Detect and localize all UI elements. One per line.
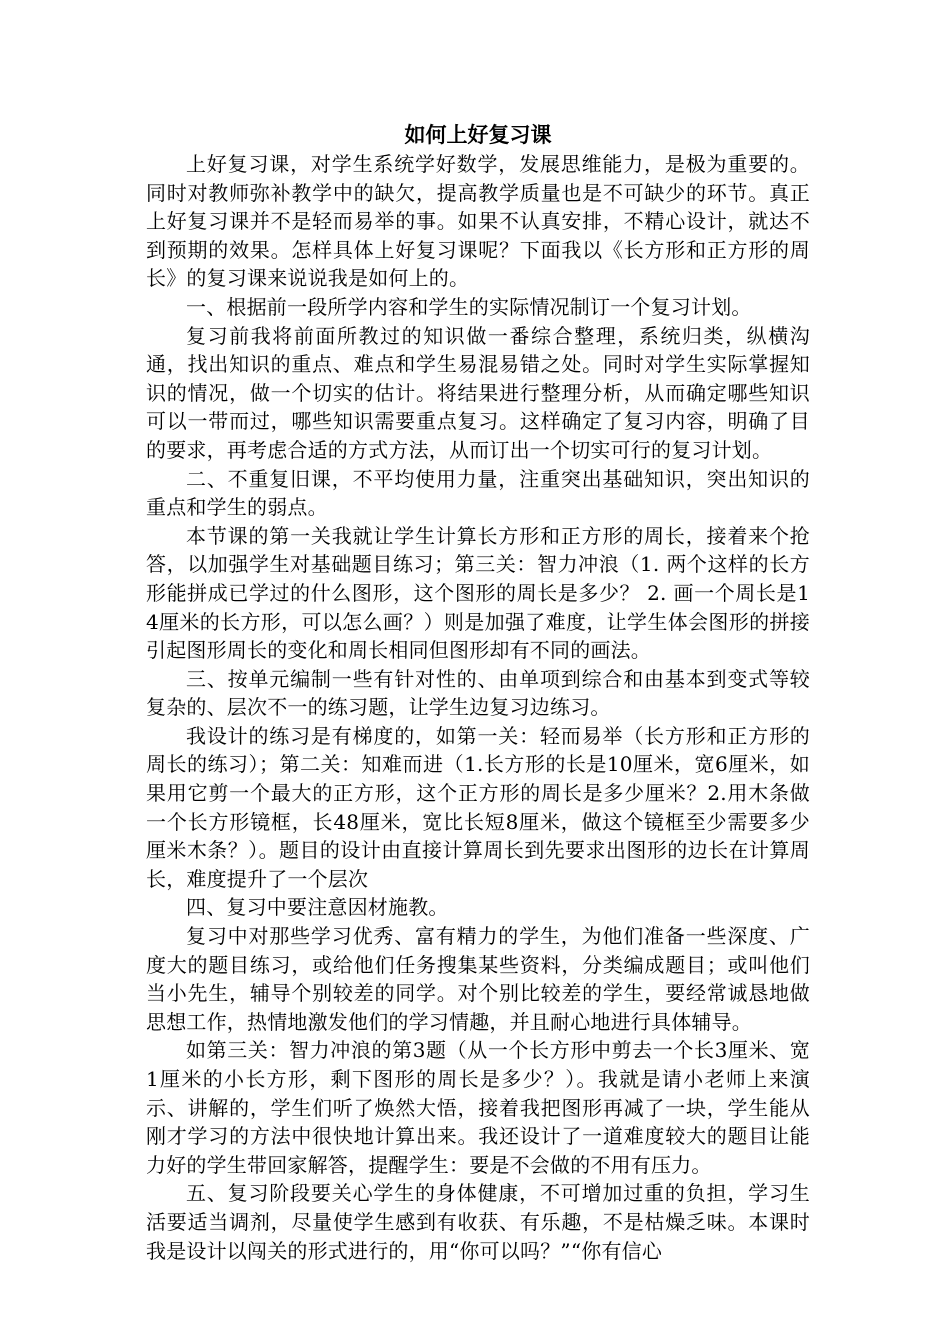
paragraph-intro: 上好复习课，对学生系统学好数学，发展思维能力，是极为重要的。同时对教师弥补教学中的缺欠，提高教学质量也是不可缺少的环节。真正上好复习课并不是轻而易举的事。如果不认真安排，不精心设计，就达不到预期的效果。怎样具体上好复习课呢？下面我以《长方形和正方形的周长》的复习课来说说我是如何上的。 <box>146 152 810 291</box>
paragraph-heading-3: 三、按单元编制一些有针对性的、由单项到综合和由基本到变式等较复杂的、层次不一的练习题，让学生边复习边练习。 <box>146 666 810 720</box>
paragraph-heading-5: 五、复习阶段要关心学生的身体健康，不可增加过重的负担，学习生活要适当调剂，尽量使学生感到有收获、有乐趣，不是枯燥乏味。本课时我是设计以闯关的形式进行的，用“你可以吗？”“你有信心 <box>146 1181 810 1263</box>
paragraph-body-1: 复习前我将前面所教过的知识做一番综合整理，系统归类，纵横沟通，找出知识的重点、难点和学生易混易错之处。同时对学生实际掌握知识的情况，做一个切实的估计。将结果进行整理分析，从而确定哪些知识可以一带而过，哪些知识需要重点复习。这样确定了复习内容，明确了目的要求，再考虑合适的方式方法，从而订出一个切实可行的复习计划。 <box>146 323 810 462</box>
document-page <box>146 120 810 1265</box>
paragraph-body-2: 本节课的第一关我就让学生计算长方形和正方形的周长，接着来个抢答，以加强学生对基础题目练习；第三关：智力冲浪（1. 两个这样的长方形能拼成已学过的什么图形，这个图形的周长是多少？ 2. 画一个周长是14厘米的长方形，可以怎么画？）则是加强了难度，让学生体会图形的拼接引起图形周长的变化和周长相同但图形却有不同的画法。 <box>146 523 810 663</box>
paragraph-body-4a: 复习中对那些学习优秀、富有精力的学生，为他们准备一些深度、广度大的题目练习，或给他们任务搜集某些资料，分类编成题目；或叫他们当小先生，辅导个别较差的同学。对个别比较差的学生，要经常诚恳地做思想工作，热情地激发他们的学习情趣，并且耐心地进行具体辅导。 <box>146 924 810 1034</box>
paragraph-body-3: 我设计的练习是有梯度的，如第一关：轻而易举（长方形和正方形的周长的练习）；第二关：知难而进（1.长方形的长是10厘米，宽6厘米，如果用它剪一个最大的正方形，这个正方形的周长是多少厘米？2.用木条做一个长方形镜框，长48厘米，宽比长短8厘米，做这个镜框至少需要多少厘米木条？）。题目的设计由直接计算周长到先要求出图形的边长在计算周长，难度提升了一个层次 <box>146 723 810 891</box>
document-title: 如何上好复习课 <box>404 122 552 147</box>
paragraph-heading-2: 二、不重复旧课，不平均使用力量，注重突出基础知识，突出知识的重点和学生的弱点。 <box>146 466 810 520</box>
paragraph-heading-4: 四、复习中要注意因材施教。 <box>186 895 449 920</box>
paragraph-heading-1: 一、根据前一段所学内容和学生的实际情况制订一个复习计划。 <box>186 294 752 319</box>
paragraph-body-4b: 如第三关：智力冲浪的第3题（从一个长方形中剪去一个长3厘米、宽1厘米的小长方形，剩下图形的周长是多少？）。我就是请小老师上来演示、讲解的，学生们听了焕然大悟，接着我把图形再减了一块，学生能从刚才学习的方法中很快地计算出来。我还设计了一道难度较大的题目让能力好的学生带回家解答，提醒学生：要是不会做的不用有压力。 <box>146 1038 810 1177</box>
